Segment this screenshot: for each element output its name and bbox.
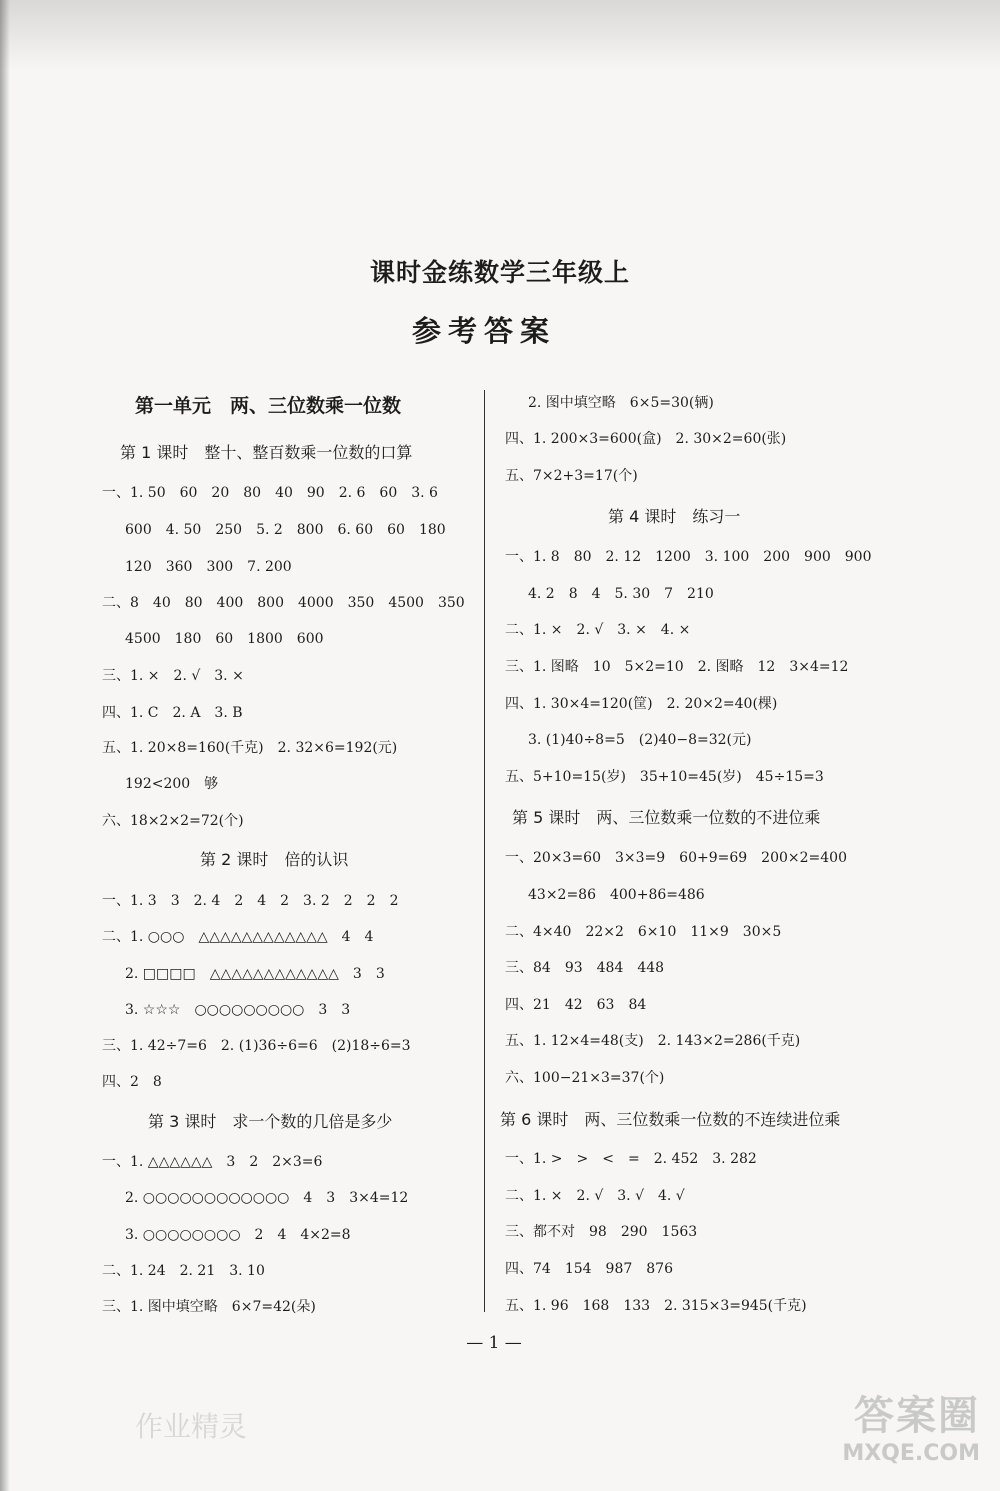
- lesson-heading: 第 2 课时 倍的认识: [200, 850, 349, 869]
- answer-line: 192<200 够: [125, 776, 219, 792]
- scan-shadow-left: [0, 0, 10, 1491]
- answer-line: 四、74 154 987 876: [505, 1261, 673, 1277]
- answer-line: 120 360 300 7. 200: [125, 559, 292, 575]
- answer-line: 六、18×2×2=72(个): [102, 813, 244, 829]
- answer-line: 2. □□□□ △△△△△△△△△△△△ 3 3: [125, 966, 385, 982]
- answer-line: 一、1. 3 3 2. 4 2 4 2 3. 2 2 2 2: [102, 893, 399, 909]
- site-watermark: [842, 1384, 980, 1466]
- answer-line: 4. 2 8 4 5. 30 7 210: [528, 586, 714, 602]
- answer-line: 四、1. C 2. A 3. B: [102, 705, 243, 721]
- answer-line: 2. ○○○○○○○○○○○○ 4 3 3×4=12: [125, 1190, 409, 1206]
- lesson-heading: 第 5 课时 两、三位数乘一位数的不进位乘: [512, 808, 821, 827]
- unit-heading: 第一单元 两、三位数乘一位数: [135, 395, 402, 417]
- answer-line: 2. 图中填空略 6×5=30(辆): [528, 395, 714, 411]
- watermark-logo-text: 答案圈: [854, 1393, 980, 1439]
- answer-line: 六、100−21×3=37(个): [505, 1070, 665, 1086]
- answer-line: 二、1. × 2. √ 3. × 4. ×: [505, 622, 691, 638]
- lesson-heading: 第 4 课时 练习一: [608, 507, 741, 526]
- answer-line: 二、4×40 22×2 6×10 11×9 30×5: [505, 924, 782, 940]
- page-subtitle: 参考答案: [411, 314, 556, 348]
- lesson-heading: 第 1 课时 整十、整百数乘一位数的口算: [120, 443, 413, 462]
- column-divider: [484, 390, 485, 1312]
- answer-line: 一、20×3=60 3×3=9 60+9=69 200×2=400: [505, 850, 847, 866]
- faint-watermark: 作业精灵: [135, 1410, 248, 1443]
- answer-line: 3. ☆☆☆ ○○○○○○○○○ 3 3: [125, 1002, 351, 1018]
- answer-line: 五、7×2+3=17(个): [505, 468, 638, 484]
- answer-line: 二、1. × 2. √ 3. √ 4. √: [505, 1188, 685, 1204]
- page-number: — 1 —: [466, 1333, 522, 1353]
- answer-line: 五、1. 96 168 133 2. 315×3=945(千克): [505, 1298, 807, 1314]
- answer-line: 四、1. 30×4=120(筐) 2. 20×2=40(棵): [505, 696, 778, 712]
- answer-line: 一、1. 50 60 20 80 40 90 2. 6 60 3. 6: [102, 485, 438, 501]
- page-title: 课时金练数学三年级上: [369, 258, 630, 287]
- answer-line: 4500 180 60 1800 600: [125, 631, 324, 647]
- answer-line: 三、1. × 2. √ 3. ×: [102, 668, 244, 684]
- answer-line: 四、21 42 63 84: [505, 997, 647, 1013]
- answer-line: 一、1. △△△△△△ 3 2 2×3=6: [102, 1154, 323, 1170]
- answer-line: 600 4. 50 250 5. 2 800 6. 60 60 180: [125, 522, 446, 538]
- answer-line: 二、1. ○○○ △△△△△△△△△△△△ 4 4: [102, 929, 374, 945]
- answer-line: 三、1. 图略 10 5×2=10 2. 图略 12 3×4=12: [505, 659, 849, 675]
- watermark-url: MXQE.COM: [842, 1441, 980, 1466]
- answer-line: 一、1. 8 80 2. 12 1200 3. 100 200 900 900: [505, 549, 872, 565]
- answer-line: 四、2 8: [102, 1074, 162, 1090]
- answer-line: 三、1. 42÷7=6 2. (1)36÷6=6 (2)18÷6=3: [102, 1038, 411, 1054]
- answer-line: 五、5+10=15(岁) 35+10=45(岁) 45÷15=3: [505, 769, 824, 785]
- answer-line: 五、1. 20×8=160(千克) 2. 32×6=192(元): [102, 740, 398, 756]
- answer-line: 五、1. 12×4=48(支) 2. 143×2=286(千克): [505, 1033, 801, 1049]
- answer-line: 3. ○○○○○○○○ 2 4 4×2=8: [125, 1227, 351, 1243]
- answer-line: 一、1. > > < = 2. 452 3. 282: [505, 1151, 757, 1167]
- answer-line: 3. (1)40÷8=5 (2)40−8=32(元): [528, 732, 752, 748]
- answer-line: 二、8 40 80 400 800 4000 350 4500 350: [102, 595, 465, 611]
- scan-shadow-top: [0, 0, 1000, 70]
- lesson-heading: 第 6 课时 两、三位数乘一位数的不连续进位乘: [500, 1110, 841, 1129]
- answer-line: 四、1. 200×3=600(盒) 2. 30×2=60(张): [505, 431, 787, 447]
- answer-line: 43×2=86 400+86=486: [528, 887, 705, 903]
- lesson-heading: 第 3 课时 求一个数的几倍是多少: [148, 1112, 393, 1131]
- answer-line: 二、1. 24 2. 21 3. 10: [102, 1263, 265, 1279]
- answer-line: 三、都不对 98 290 1563: [505, 1224, 698, 1240]
- answer-line: 三、84 93 484 448: [505, 960, 665, 976]
- answer-line: 三、1. 图中填空略 6×7=42(朵): [102, 1299, 316, 1315]
